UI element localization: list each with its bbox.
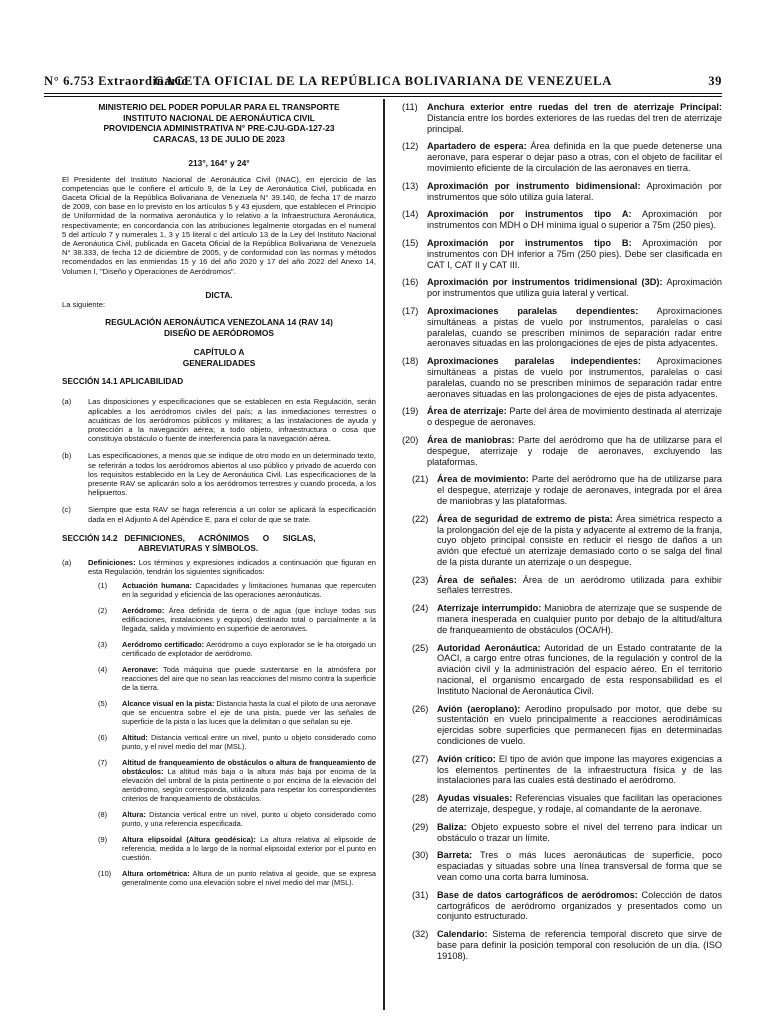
item-term: Área de seguridad de extremo de pista: [437, 513, 613, 524]
item-term: Aproximaciones paralelas dependientes: [427, 305, 639, 316]
item-number: (8) [98, 810, 108, 820]
item-number: (13) [402, 180, 419, 191]
definition-item [402, 850, 722, 882]
item-term: Altura: [122, 810, 146, 820]
item-text: Aproximación por instrumentos que utiliza guía lateral y vertical. [427, 277, 722, 299]
paragraph-key: (a) [62, 397, 72, 407]
item-text: Distancia entre los bordes exteriores de las ruedas del tren de aterrizaje principal. [427, 112, 722, 134]
item-number: (30) [412, 850, 429, 861]
item-text: Aproximación por instrumentos con DH inferior a 75m (250 pies). Debe ser clasificada en CAT I, CAT II y CAT III. [427, 237, 722, 270]
masthead-line: PROVIDENCIA ADMINISTRATIVA N° PRE-CJU-GDA-127-23 [103, 123, 335, 133]
item-number: (6) [98, 733, 108, 743]
item-term: Área de maniobras: [427, 434, 515, 445]
item-number: (18) [402, 356, 419, 367]
item-text: La altitud más baja o la altura más baja por encima de la elevación del umbral de la pista pertinente o por encima de la elevación del aeródromo, según corresponda, utilizada para respetar los correspondientes criterios de franqueamiento de obstáculos. [122, 767, 376, 804]
item-text: Aeródromo a cuyo explorador se le ha otorgado un certificado de explotador de aeródromo. [122, 640, 376, 659]
definition-item [402, 603, 722, 635]
paragraph-a [62, 397, 376, 443]
paragraph-key: (c) [62, 505, 71, 515]
item-term: Aeródromo: [122, 606, 165, 616]
item-term: Anchura exterior entre ruedas del tren de aterrizaje Principal: [427, 102, 722, 112]
item-number: (9) [98, 835, 108, 845]
item-term: Aproximación por instrumentos tipo B: [427, 237, 632, 248]
item-number: (31) [412, 889, 429, 900]
item-number: (11) [402, 102, 418, 112]
item-term: Área de aterrizaje: [427, 406, 507, 417]
item-term: Baliza: [437, 821, 467, 832]
item-number: (5) [98, 699, 108, 709]
item-text: El tipo de avión que impone las mayores exigencias a los elementos pertinentes de la infraestructura física y de las instalaciones para las cuales está destinado el aeródromo. [437, 753, 722, 786]
definition-item [402, 929, 722, 961]
section-heading-line: SECCIÓN 14.2 DEFINICIONES, ACRÓNIMOS O SIGLAS, [62, 533, 316, 543]
item-term: Altitud de franqueamiento de obstáculos o altura de franqueamiento de obstáculos: [122, 758, 376, 777]
gazette-title: GACETA OFICIAL DE LA REPÚBLICA BOLIVARIANA DE VENEZUELA [153, 74, 613, 88]
item-term: Aproximaciones paralelas independientes: [427, 356, 642, 367]
item-number: (21) [412, 474, 429, 485]
item-term: Aeronave: [122, 665, 159, 675]
item-term: Avión (aeroplano): [437, 703, 521, 714]
item-text: Autoridad de un Estado contratante de la OACI, a cargo entre otras funciones, de la regulación y control de la aviación civil y la administración del espacio aéreo. En el territorio nacional, el organismo encargado de esta responsabilidad es el Instituto Nacional de Aeronáutica Civil. [437, 642, 722, 696]
item-number: (12) [402, 141, 419, 152]
definition-item [402, 754, 722, 786]
item-text: Sistema de referencia temporal discreto que sirve de base para definir la posición temporal con resolución de un día. (ISO 19108). [437, 929, 722, 961]
definition-item [402, 102, 722, 134]
definition-item [98, 665, 376, 692]
item-number: (16) [402, 277, 419, 288]
item-term: Avión crítico: [437, 753, 496, 764]
item-number: (19) [402, 406, 419, 417]
header-rule [44, 93, 722, 97]
item-term: Alcance visual en la pista: [122, 699, 215, 709]
item-term: Área de señales: [437, 574, 517, 585]
item-term: Calendario: [437, 929, 488, 940]
definition-item [402, 643, 722, 697]
item-number: (29) [412, 821, 429, 832]
item-term: Aproximación por instrumentos tridimensional (3D): [427, 277, 663, 288]
definition-item [402, 474, 722, 506]
item-term: Altura elipsoidal (Altura geodésica): [122, 835, 256, 845]
item-number: (20) [402, 434, 419, 445]
paragraph-b [62, 451, 376, 497]
item-text: Distancia vertical entre un nivel, punto u objeto considerado como punto, y el nivel medio del mar (MSL). [122, 733, 376, 752]
definition-item [402, 406, 722, 428]
definition-item [402, 277, 722, 299]
regulation-subtitle: DISEÑO DE AERÓDROMOS [164, 327, 274, 338]
years-line: 213°, 164° y 24° [188, 158, 250, 168]
item-text: Tres o más luces aeronáuticas de superficie, poco espaciadas y situadas sobre una línea transversal de forma que se vean como una corta barra luminosa. [437, 850, 722, 883]
definition-item [98, 869, 376, 887]
section-14-1-heading: SECCIÓN 14.1 APLICABILIDAD [62, 377, 184, 387]
definitions-intro [62, 558, 376, 576]
item-text: Área definida en la que puede detenerse una aeronave, para esperar o dejar paso a otras, con el objeto de facilitar el movimiento eficiente de la circulación de las aeronaves en tierra. [427, 141, 722, 173]
item-text: Aerodino propulsado por motor, que debe su sustentación en vuelo principalmente a reacciones aerodinámicas ejercidas sobre superficies que permanecen fijas en determinadas condiciones de vuelo. [437, 703, 722, 747]
item-term: Barreta: [437, 850, 473, 861]
item-text: Distancia hasta la cual el piloto de una aeronave que se encuentra sobre el eje de una pista, puede ver las señales de superficie de la pista o las luces que la delimitan o que señalan su eje. [122, 699, 376, 727]
item-text: Altura de un punto relativa al geoide, que se expresa generalmente como una elevación sobre el nivel medio del mar (MSL). [122, 869, 376, 888]
chapter-title: GENERALIDADES [182, 357, 256, 368]
section-14-2-heading [62, 534, 376, 554]
item-number: (28) [412, 793, 429, 804]
left-column [62, 100, 376, 1010]
item-text: Área definida de tierra o de agua (que incluye todas sus edificaciones, instalaciones y equipos) destinado total o parcialmente a la llegada, salida y movimiento en superficie de aeronaves. [122, 606, 376, 634]
definition-item [402, 306, 722, 349]
item-text: Capacidades y limitaciones humanas que repercuten en la seguridad y eficiencia de las operaciones aeronáuticas. [122, 581, 376, 600]
definition-item [402, 209, 722, 231]
item-number: (17) [402, 305, 419, 316]
item-number: (22) [412, 513, 429, 524]
item-text: Maniobra de aterrizaje que se suspende de manera inesperada en cualquier punto por debajo de la altitud/altura de franqueamiento de obstáculos (OCA/H). [437, 603, 722, 635]
item-term: Autoridad Aeronáutica: [437, 642, 541, 653]
chapter-heading [62, 347, 376, 368]
masthead-line: CARACAS, 13 DE JULIO DE 2023 [153, 133, 285, 144]
item-term: Ayudas visuales: [437, 793, 513, 804]
item-term: Aeródromo certificado: [122, 640, 205, 650]
section-heading-line: ABREVIATURAS Y SÍMBOLOS. [138, 543, 259, 553]
item-number: (14) [402, 209, 419, 220]
item-term: Apartadero de espera: [427, 141, 527, 152]
definition-item [98, 606, 376, 633]
preamble: El Presidente del Instituto Nacional de Aeronáutica Civil (INAC), en ejercicio de las competencias que le confiere el artículo 9, de la Ley de Aeronáutica Civil, publicada en Gaceta Oficial de la República Bolivariana de Venezuela N° 39.140, de fecha 17 de marzo de 2009, con base en lo previsto en los artículos 5 y 43 ejusdem, que establecen el Principio de Uniformidad de la normativa aeronáutica y lo relativo a la Infraestructura Aeronáutica, respectivamente; en concordancia con las atribuciones legalmente otorgadas en el numeral 5 del artículo 7 y numerales 1, 3 y 15 literal c del artículo 13 de la Ley del Instituto Nacional de Aeronáutica Civil, publicada en Gaceta Oficial de la República Bolivariana de Venezuela N° 38.333, de fecha 12 de diciembre de 2005, y de conformidad con las normas y métodos recomendados en las enmiendas 15 y 16 del año 2020 y 17 del año 2022 del Anexo 14, Volumen I, "Diseño y Operaciones de Aeródromos". [62, 174, 376, 276]
item-term: Altura ortométrica: [122, 869, 190, 879]
item-number: (4) [98, 665, 108, 675]
masthead-line: INSTITUTO NACIONAL DE AERONÁUTICA CIVIL [123, 112, 315, 123]
definition-item [402, 435, 722, 467]
item-term: Aproximación por instrumentos tipo A: [427, 209, 632, 220]
regulation-title-line: REGULACIÓN AERONÁUTICA VENEZOLANA 14 (RAV 14) [105, 317, 333, 328]
dicta-heading: DICTA. [205, 289, 233, 300]
item-term: Aproximación por instrumento bidimensional: [427, 180, 641, 191]
definition-item [98, 699, 376, 726]
masthead [62, 102, 376, 144]
definition-item [402, 238, 722, 270]
definition-item [402, 181, 722, 203]
definition-item [98, 835, 376, 862]
item-text: Aproximaciones simultáneas a pistas de vuelo por instrumentos, paralelas o casi paralelas, cuando no se prescriben mínimos de separación radar entre aeronaves situadas en las prolongaciones de ejes de pista adyacentes. [427, 356, 722, 399]
item-term: Base de datos cartográficos de aeródromos: [437, 889, 638, 900]
item-number: (10) [98, 869, 112, 879]
definition-item [98, 810, 376, 828]
definition-item [98, 758, 376, 803]
column-divider [383, 99, 385, 1010]
item-text: Distancia vertical entre un nivel, punto u objeto considerado como punto, y una referencia especificada. [122, 810, 376, 829]
right-column [402, 100, 722, 1010]
item-term: Aterrizaje interrumpido: [437, 603, 542, 614]
item-term: Actuación humana: [122, 581, 192, 591]
item-number: (15) [402, 237, 419, 248]
item-number: (32) [412, 929, 429, 940]
item-number: (25) [412, 642, 429, 653]
definition-item [402, 793, 722, 815]
item-text: Aproximación por instrumentos que sólo utiliza guía lateral. [427, 180, 722, 202]
definition-item [402, 575, 722, 597]
issue-number: N° 6.753 Extraordinario [44, 74, 189, 88]
definition-item [402, 514, 722, 568]
item-text: Toda máquina que puede sustentarse en la atmósfera por reacciones del aire que no sean las reacciones del mismo contra la superficie de la tierra. [122, 665, 376, 693]
definition-item [402, 890, 722, 922]
page-header [44, 74, 722, 92]
paragraph-text: Siempre que esta RAV se haga referencia a un color se aplicará la especificación dada en el Adjunto A del Apéndice E, para el color de que se trate. [88, 505, 376, 524]
item-text: Objeto expuesto sobre el nivel del terreno para indicar un obstáculo o trazar un límite. [437, 821, 722, 843]
definition-item [98, 733, 376, 751]
item-number: (1) [98, 581, 108, 591]
item-text: La altura relativa al elipsoide de referencia, medida a lo largo de la normal elipsoidal exterior por el punto en cuestión. [122, 835, 376, 863]
item-text: Referencias visuales que facilitan las operaciones de aterrizaje, despegue, y rodaje, al comandante de la aeronave. [437, 793, 722, 815]
paragraph-key: (b) [62, 451, 72, 461]
definition-item [402, 704, 722, 747]
definition-item [98, 640, 376, 658]
paragraph-text: Las especificaciones, a menos que se indique de otro modo en un determinado texto, se referirán a todos los aeródromos abiertos al uso público y privado de acuerdo con los requisitos establecido en la Ley de Aeronáutica Civil. Las especificaciones de la presente RAV se aplicarán solo a los aeródromos terrestres y cuando proceda, a los helipuertos. [88, 451, 376, 498]
paragraph-c [62, 505, 376, 523]
definitions-list-left [62, 581, 376, 887]
regulation-title [62, 317, 376, 338]
definition-item [98, 581, 376, 599]
definition-item [402, 141, 722, 173]
item-number: (3) [98, 640, 108, 650]
item-text: Colección de datos cartográficos de aeródromo organizados y presentados como un conjunto estructurado. [437, 889, 722, 922]
item-number: (26) [412, 703, 429, 714]
item-text: Parte del área de movimiento destinada al aterrizaje o despegue de aeronaves. [427, 406, 722, 428]
item-text: Parte del aeródromo que ha de utilizarse para el despegue, aterrizaje y rodaje de aeronaves, integrada por el área de maniobras y las plataformas. [437, 474, 722, 506]
item-number: (7) [98, 758, 108, 768]
item-number: (24) [412, 603, 429, 614]
item-text: Parte del aeródromo que ha de utilizarse para el despegue, aterrizaje y rodaje de aeronaves, excluyendo las plataformas. [427, 434, 722, 467]
definitions-term: Definiciones: [88, 557, 136, 567]
item-text: Área simétrica respecto a la prolongación del eje de la pista y adyacente al extremo de la franja, cuyo objeto principal consiste en reducir el riesgo de daños a un avión que efectué un aterrizaje demasiado corto o se salga del final de la pista durante un aterrizaje o un despegue. [437, 513, 722, 567]
item-text: Aproximaciones simultáneas a pistas de vuelo por instrumentos, paralelas o casi paralelas, cuando se prescriben mínimos de separación radar entre aeronaves situadas en las prolongaciones de ejes de pista adyacentes. [427, 305, 722, 349]
item-term: Área de movimiento: [437, 474, 529, 485]
definition-item [402, 356, 722, 399]
masthead-line: MINISTERIO DEL PODER POPULAR PARA EL TRANSPORTE [98, 102, 340, 112]
chapter-number: CAPÍTULO A [193, 347, 245, 358]
item-number: (27) [412, 753, 429, 764]
la-siguiente: La siguiente: [62, 300, 106, 310]
paragraph-text: Las disposiciones y especificaciones que se establecen en esta Regulación, serán aplicables a los aeródromos civiles del país; a las inmediaciones terrestres o acuáticas de los aeródromos públicos y militares; a las instalaciones de ayuda y protección a la navegación aérea; a todo objeto, infraestructura o cosa que constituya obstáculo o fuente de interferencia para la navegación aérea. [88, 397, 376, 444]
item-term: Altitud: [122, 733, 148, 743]
definitions-text: Los términos y expresiones indicados a continuación que figuran en esta Regulación, tendrán los siguientes significados: [88, 557, 376, 577]
page-number: 39 [708, 74, 722, 88]
item-number: (23) [412, 574, 429, 585]
item-text: Área de un aeródromo utilizada para exhibir señales terrestres. [437, 574, 722, 596]
definition-item [402, 822, 722, 844]
item-number: (2) [98, 606, 108, 616]
paragraph-key: (a) [62, 557, 72, 567]
item-text: Aproximación por instrumentos con MDH o DH mínima igual o superior a 75m (250 pies). [427, 209, 722, 231]
